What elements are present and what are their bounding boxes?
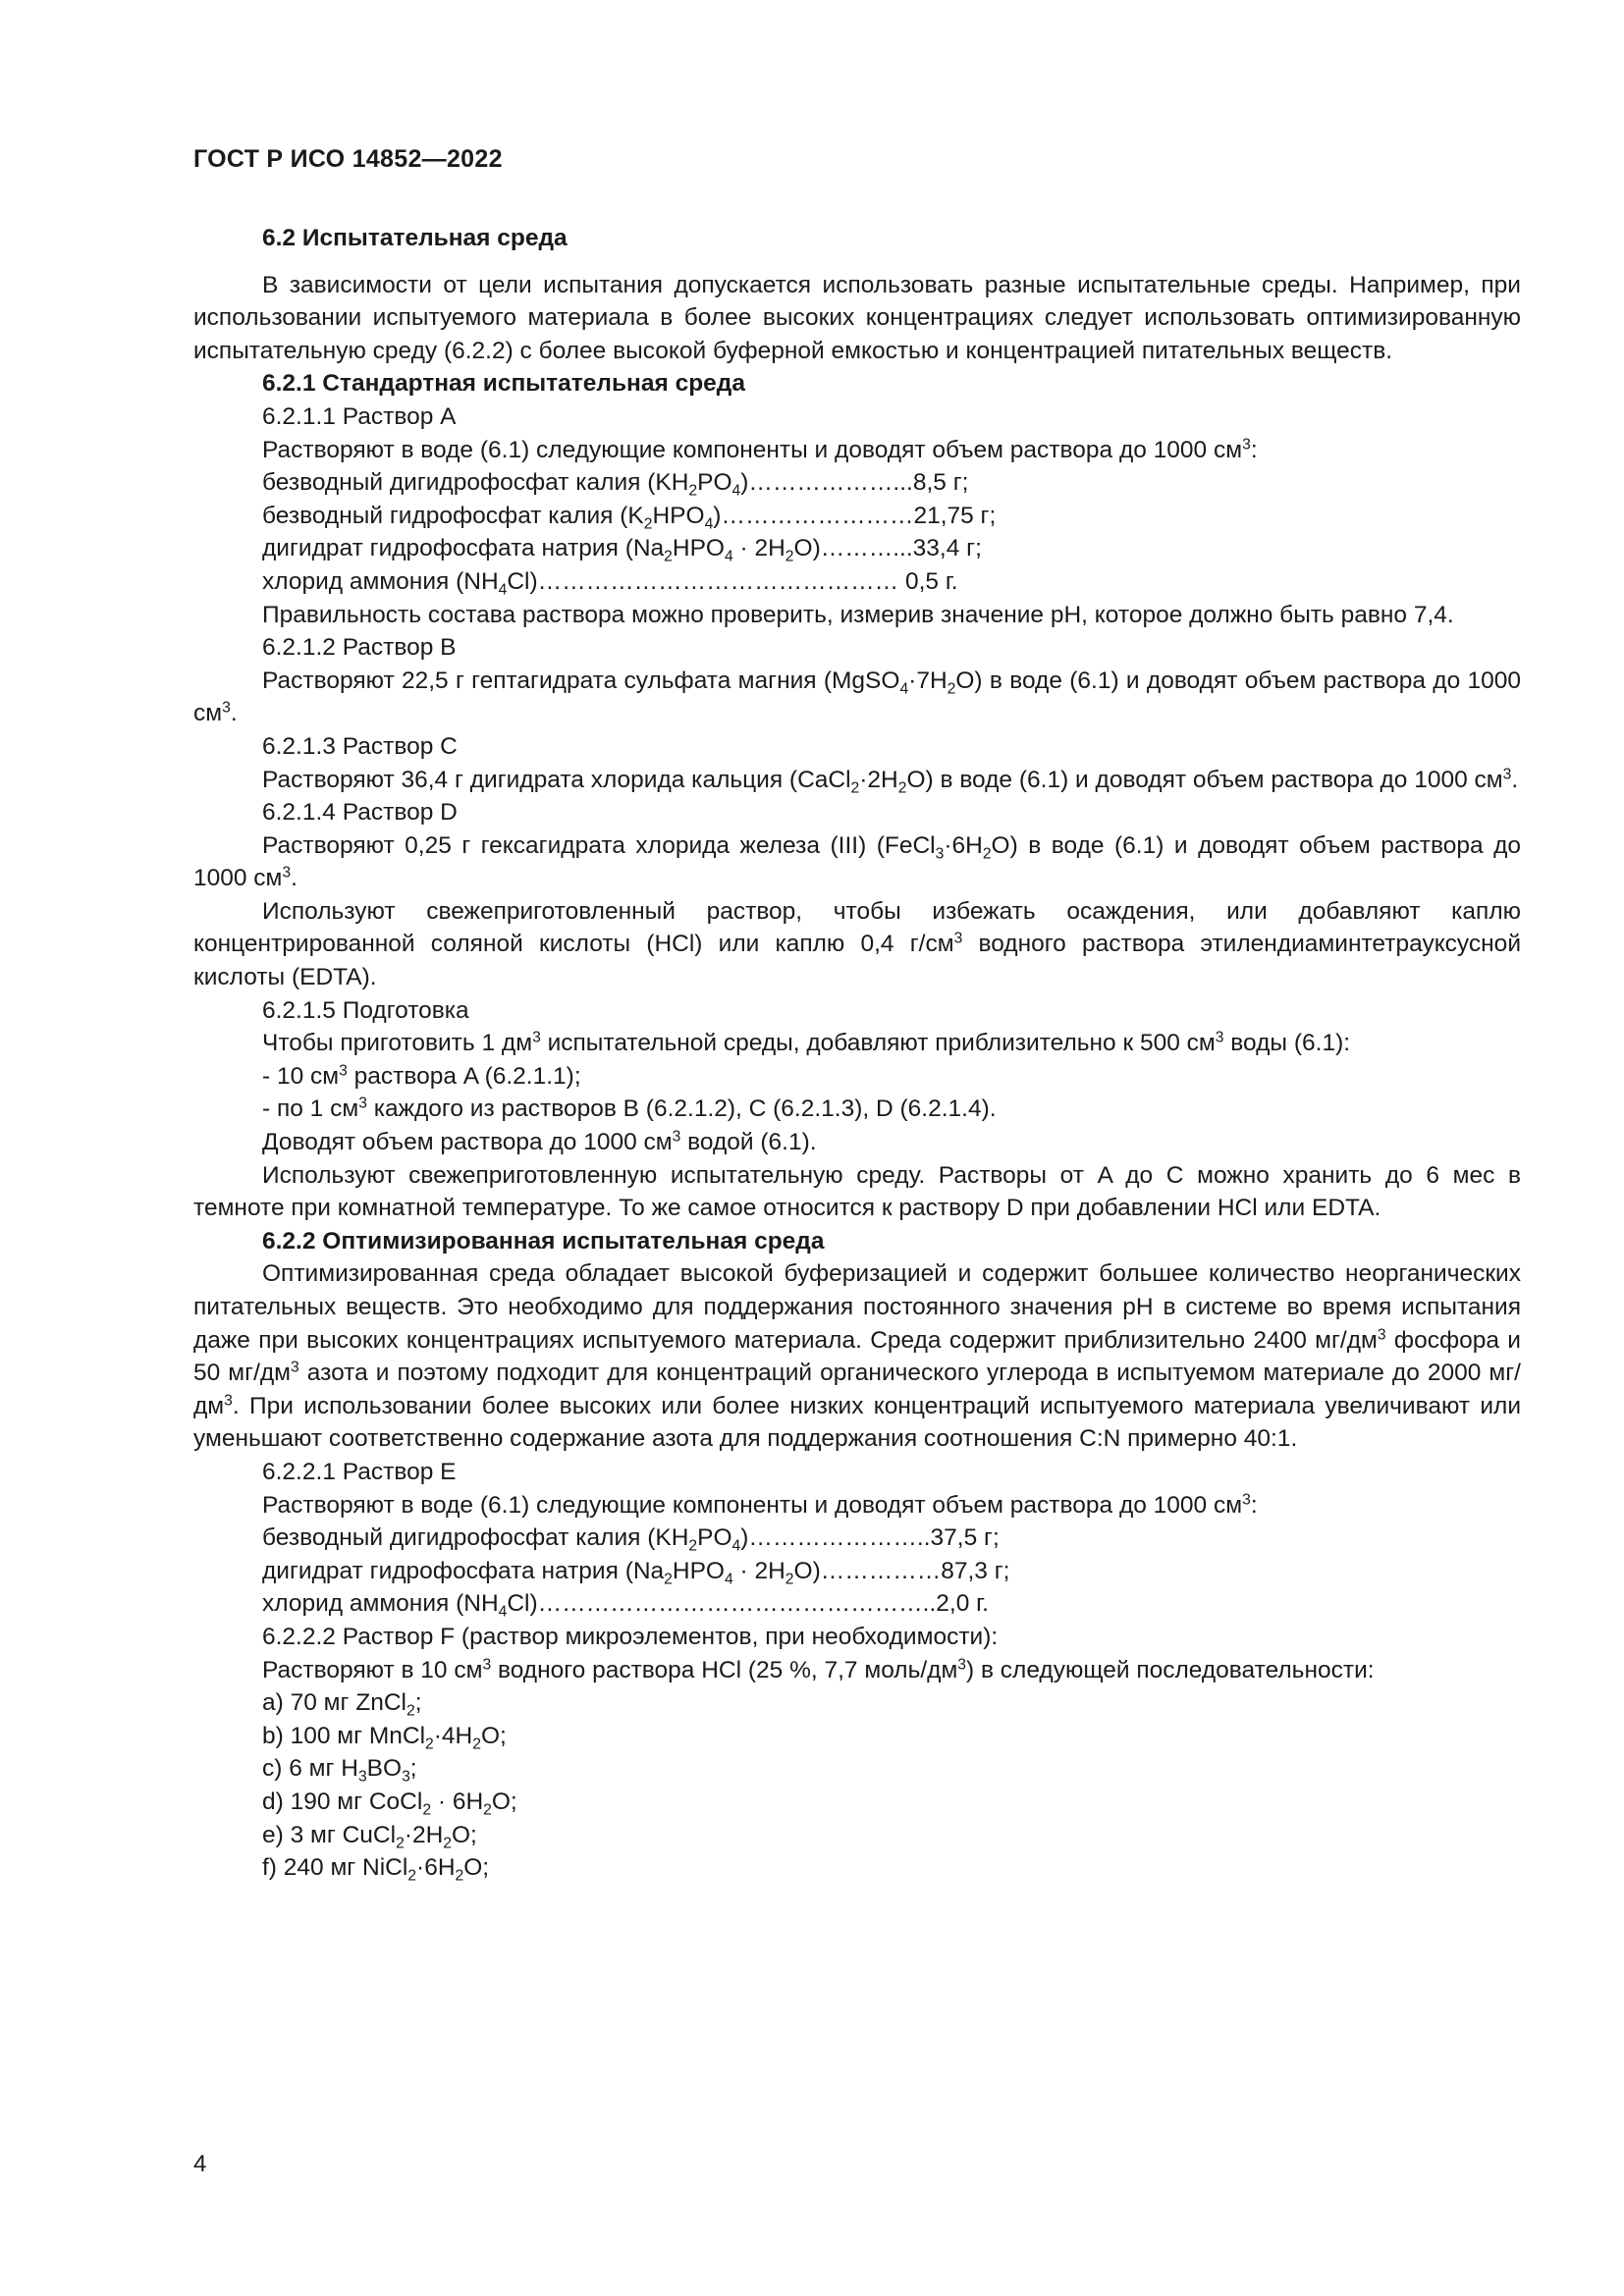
component-line: хлорид аммония $(NH_4Cl)\dots\dots\dots\dots\dots\dots\dots\dots\dots\dots\dots\dots\dots\dots\dots\dots..2,0$ г. [262, 1590, 989, 1621]
paragraph-solution-a-intro: Растворяют в воде (6.1) следующие компоненты и доводят объем раствора до 1000 $см^3$: [262, 435, 1258, 463]
page-number: 4 [193, 2151, 207, 2177]
component-line: дигидрат гидрофосфата натрия ($Na_2HPO_4$ · $2H_2O)\dots\dots\dots\dots\dots 87,3$ г; [262, 1557, 1010, 1588]
component-line: безводный дигидрофосфат калия $(KH_2PO_4)\dots\dots\dots\dots\dots\dots\dots..37,5$ г; [262, 1524, 1000, 1555]
paragraph-solution-b: Растворяют 22,5 г гептагидрата сульфата магния $(MgSO_4\cdot 7H_2O)$ в воде (6.1) и доводят объем раствора до 1000 $см^3$. [193, 667, 1521, 727]
section-heading-6-2: 6.2 Испытательная среда [262, 225, 568, 251]
list-item: - 10 $см^3$ раствора A (6.2.1.1); [262, 1062, 581, 1090]
list-item: d) 190 мг CoCl$_2$ · $6H_2O$; [262, 1788, 517, 1819]
list-item: e) 3 мг $CuCl_2\cdot 2H_2O$; [262, 1821, 477, 1851]
subsection-title-6-2-1-5: 6.2.1.5 Подготовка [262, 996, 469, 1024]
section-heading-6-2-1: 6.2.1 Стандартная испытательная среда [262, 370, 745, 398]
paragraph-6-2-2-intro: Оптимизированная среда обладает высокой буферизацией и содержит большее количество неорганических питательных веществ. Это необходимо для поддержания постоянного значения pH в системе во время испытания даже при высоких концентрациях испытуемого материала. Среда содержит приблизительно 2400 $мг/дм^3$ фосфора и 50 $мг/дм^3$ азота и поэтому подходит для концентраций органического углерода в испытуемом материале до 2000 $мг/дм^3$. При использовании более высоких или более низких концентраций испытуемого материала увеличивают или уменьшают соответственно содержание азота для поддержания соотношения C:N примерно 40:1. [193, 1260, 1521, 1453]
subsection-title-6-2-1-4: 6.2.1.4 Раствор D [262, 799, 458, 827]
paragraph-storage: Используют свежеприготовленную испытательную среду. Растворы от A до C можно хранить до 6 мес в темноте при комнатной температуре. То же самое относится к раствору D при добавлении HCl или EDTA. [193, 1161, 1521, 1222]
document-header: ГОСТ Р ИСО 14852—2022 [193, 145, 503, 173]
subsection-title-6-2-2-2: 6.2.2.2 Раствор F (раствор микроэлементов, при необходимости): [262, 1623, 999, 1650]
subsection-title-6-2-1-3: 6.2.1.3 Раствор C [262, 732, 458, 760]
paragraph-prep-intro: Чтобы приготовить 1 $дм^3$ испытательной среды, добавляют приблизительно к 500 $см^3$ воды (6.1): [262, 1029, 1351, 1057]
paragraph-solution-d-note: Используют свежеприготовленный раствор, чтобы избежать осаждения, или добавляют каплю концентрированной соляной кислоты (HCl) или каплю 0,4 $г/см^3$ водного раствора этилендиаминтетрауксусной кислоты (EDTA). [193, 897, 1521, 991]
component-line: хлорид аммония $(NH_4Cl)\dots\dots\dots\dots\dots\dots\dots\dots\dots\dots\dots\dots\dots\dots\dots$ 0,5 г. [262, 567, 958, 599]
paragraph-solution-d: Растворяют 0,25 г гексагидрата хлорида железа (III) $(FeCl_3\cdot 6H_2O)$ в воде (6.1) и доводят объем раствора до 1000 $см^3$. [193, 831, 1521, 892]
paragraph-6-2-intro: В зависимости от цели испытания допускается использовать разные испытательные среды. Например, при использовании испытуемого материала в более высоких концентрациях следует использовать оптимизированную испытательную среду (6.2.2) с более высокой буферной емкостью и концентрацией питательных веществ. [193, 271, 1521, 364]
list-item: b) 100 мг $MnCl_2\cdot 4H_2O$; [262, 1722, 507, 1753]
document-body [193, 222, 1521, 1885]
list-item: f) 240 мг $NiCl_2\cdot 6H_2O$; [262, 1854, 490, 1885]
section-heading-6-2-2: 6.2.2 Оптимизированная испытательная среда [262, 1227, 825, 1255]
component-line: безводный гидрофосфат калия $(K_2HPO_4)\dots\dots\dots\dots\dots\dots\dots\dots 21,75$ г; [262, 502, 997, 533]
subsection-title-6-2-1-1: 6.2.1.1 Раствор A [262, 402, 457, 430]
paragraph-ph-note: Правильность состава раствора можно проверить, измерив значение pH, которое должно быть равно 7,4. [262, 601, 1454, 628]
list-item: - по 1 $см^3$ каждого из растворов B (6.2.1.2), C (6.2.1.3), D (6.2.1.4). [262, 1095, 997, 1123]
paragraph-solution-e-intro: Растворяют в воде (6.1) следующие компоненты и доводят объем раствора до 1000 $см^3$: [262, 1490, 1258, 1519]
list-item: a) 70 мг ZnCl$_2$; [262, 1689, 422, 1720]
paragraph-prep-volume: Доводят объем раствора до 1000 $см^3$ водой (6.1). [262, 1128, 817, 1156]
subsection-title-6-2-2-1: 6.2.2.1 Раствор E [262, 1458, 457, 1485]
paragraph-solution-c: Растворяют 36,4 г дигидрата хлорида кальция $(CaCl_2\cdot 2H_2O)$ в воде (6.1) и доводят объем раствора до 1000 $см^3$. [262, 765, 1519, 796]
list-item: c) 6 мг $H_3BO_3$; [262, 1755, 417, 1786]
paragraph-solution-f-intro: Растворяют в 10 $см^3$ водного раствора HCl (25 %, 7,7 моль/$дм^3$) в следующей последовательности: [262, 1655, 1375, 1683]
component-line: безводный дигидрофосфат калия $(KH_2PO_4)\dots\dots\dots\dots\dots\dots...8,5$ г; [262, 469, 969, 500]
component-line: дигидрат гидрофосфата натрия ($Na_2HPO_4$ · $2H_2O)\dots\dots\dots...33,4$ г; [262, 535, 982, 565]
subsection-title-6-2-1-2: 6.2.1.2 Раствор B [262, 634, 457, 662]
